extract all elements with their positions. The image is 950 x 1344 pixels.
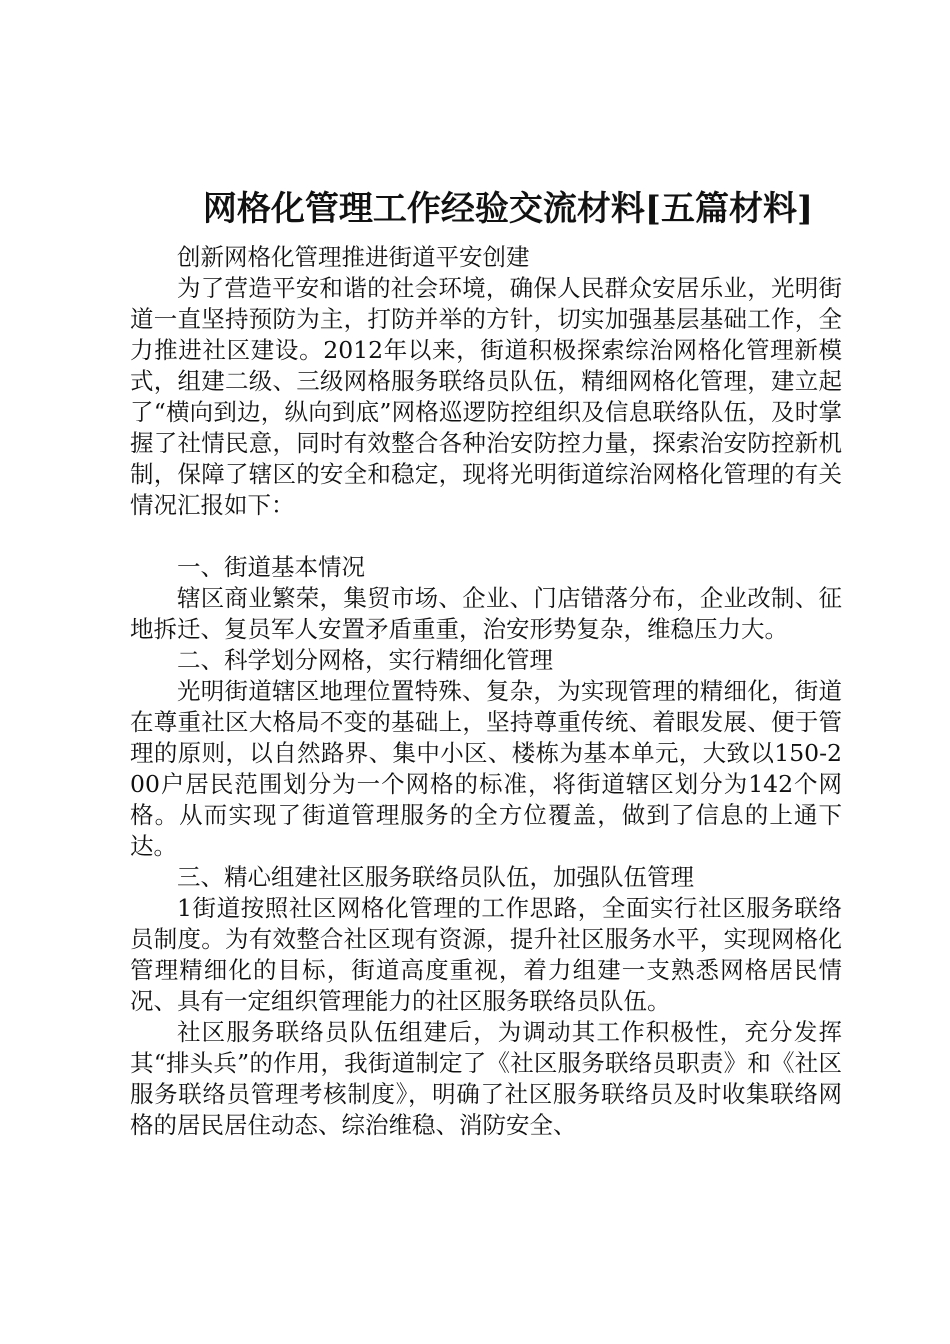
document-page: [130, 186, 842, 1141]
section-heading-1: 一、街道基本情况: [177, 553, 365, 581]
section-heading-2: 二、科学划分网格，实行精细化管理: [177, 646, 553, 674]
subtitle-paragraph: 创新网格化管理推进街道平安创建: [177, 243, 530, 271]
intro-paragraph: 为了营造平安和谐的社会环境，确保人民群众安居乐业，光明街道一直坚持预防为主，打防并举的方针，切实加强基层基础工作，全力推进社区建设。2012年以来，街道积极探索综治网格化管理新模式，组建二级、三级网格服务联络员队伍，精细网格化管理，建立起了“横向到边，纵向到底”网格巡逻防控组织及信息联络队伍，及时掌握了社情民意，同时有效整合各种治安防控力量，探索治安防控新机制，保障了辖区的安全和稳定，现将光明街道综治网格化管理的有关情况汇报如下：: [130, 274, 842, 519]
section-2-paragraph: 光明街道辖区地理位置特殊、复杂，为实现管理的精细化，街道在尊重社区大格局不变的基础上，坚持尊重传统、着眼发展、便于管理的原则，以自然路界、集中小区、楼栋为基本单元，大致以150-200户居民范围划分为一个网格的标准，将街道辖区划分为142个网格。从而实现了街道管理服务的全方位覆盖，做到了信息的上通下达。: [130, 677, 842, 860]
section-heading-3: 三、精心组建社区服务联络员队伍，加强队伍管理: [177, 863, 694, 891]
document-title: 网格化管理工作经验交流材料[五篇材料]: [202, 189, 814, 229]
section-1-paragraph: 辖区商业繁荣，集贸市场、企业、门店错落分布，企业改制、征地拆迁、复员军人安置矛盾重重，治安形势复杂，维稳压力大。: [130, 584, 842, 643]
section-3-paragraph-2: 社区服务联络员队伍组建后，为调动其工作积极性，充分发挥其“排头兵”的作用，我街道制定了《社区服务联络员职责》和《社区服务联络员管理考核制度》，明确了社区服务联络员及时收集联络网格的居民居住动态、综治维稳、消防安全、: [130, 1018, 842, 1139]
section-3-paragraph-1: 1街道按照社区网格化管理的工作思路，全面实行社区服务联络员制度。为有效整合社区现有资源，提升社区服务水平，实现网格化管理精细化的目标，街道高度重视，着力组建一支熟悉网格居民情况、具有一定组织管理能力的社区服务联络员队伍。: [130, 894, 842, 1015]
paragraph-gap: [130, 521, 842, 552]
